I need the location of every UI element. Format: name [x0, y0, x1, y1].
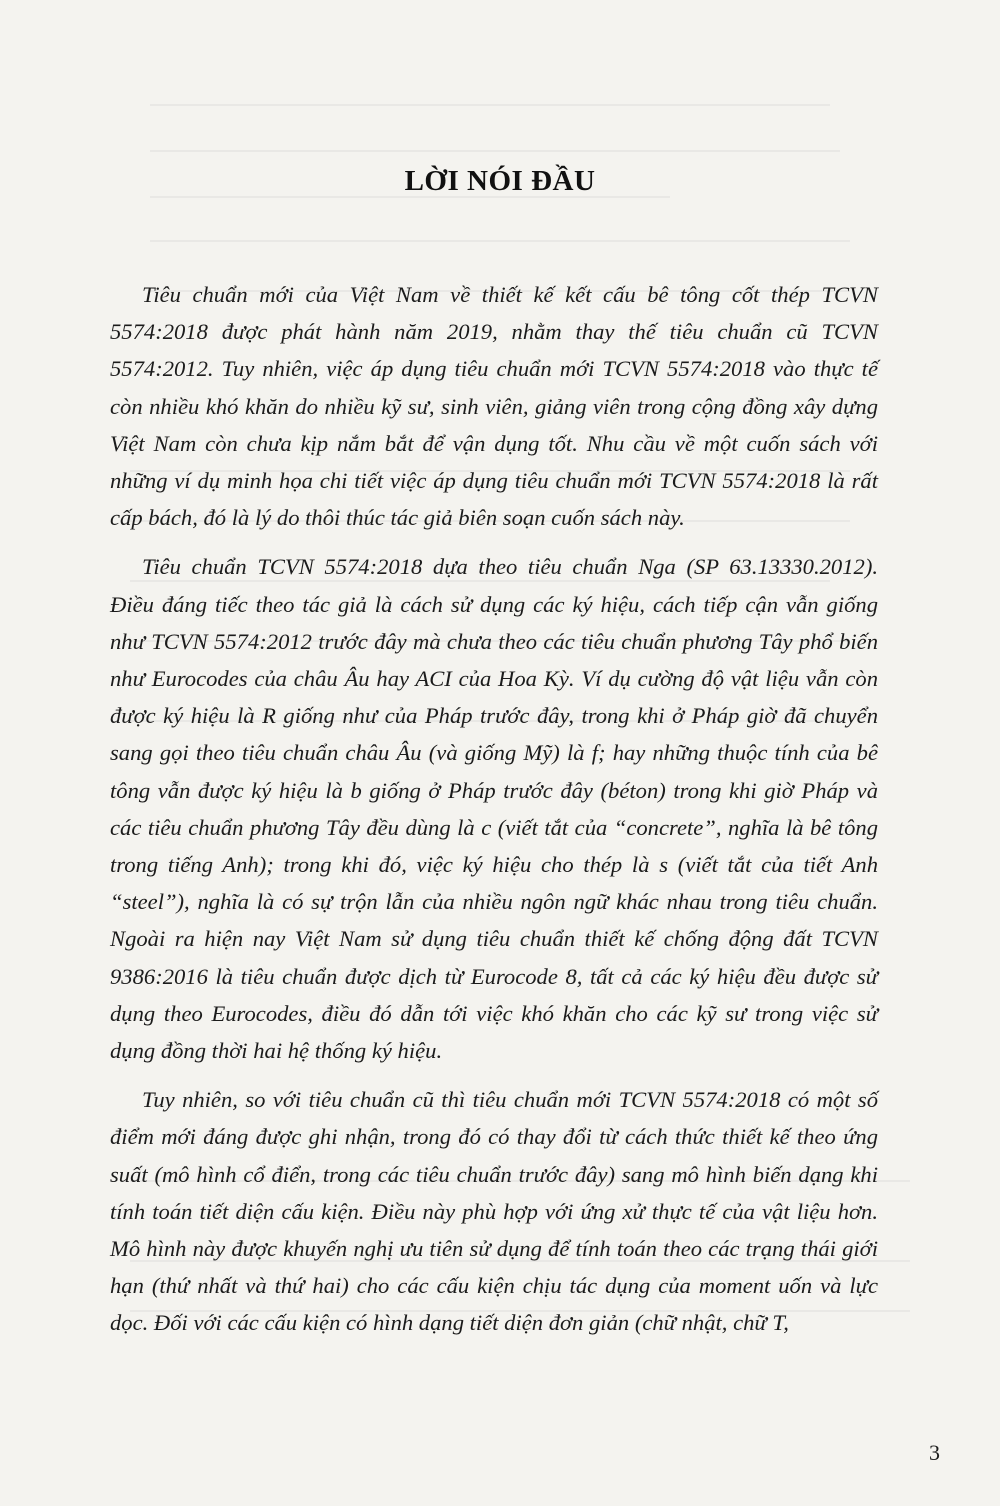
paragraph: Tiêu chuẩn mới của Việt Nam về thiết kế kết cấu bê tông cốt thép TCVN 5574:2018 được phát hành năm 2019, nhằm thay thế tiêu chuẩn cũ TCVN 5574:2012. Tuy nhiên, việc áp dụng tiêu chuẩn mới TCVN 5574:2018 vào thực tế còn nhiều khó khăn do nhiều kỹ sư, sinh viên, giảng viên trong cộng đồng xây dựng Việt Nam còn chưa kịp nắm bắt để vận dụng tốt. Nhu cầu về một cuốn sách với những ví dụ minh họa chi tiết việc áp dụng tiêu chuẩn mới TCVN 5574:2018 là rất cấp bách, đó là lý do thôi thúc tác giả biên soạn cuốn sách này. [110, 282, 878, 531]
body-text [110, 276, 878, 1354]
page-title: LỜI NÓI ĐẦU [404, 165, 596, 197]
paragraph: Tiêu chuẩn TCVN 5574:2018 dựa theo tiêu chuẩn Nga (SP 63.13330.2012). Điều đáng tiếc theo tác giả là cách sử dụng các ký hiệu, cách tiếp cận vẫn giống như TCVN 5574:2012 trước đây mà chưa theo các tiêu chuẩn phương Tây phổ biến như Eurocodes của châu Âu hay ACI của Hoa Kỳ. Ví dụ cường độ vật liệu vẫn còn được ký hiệu là R giống như của Pháp trước đây, trong khi ở Pháp giờ đã chuyển sang gọi theo tiêu chuẩn châu Âu (và giống Mỹ) là f; hay những thuộc tính của bê tông vẫn được ký hiệu là b giống ở Pháp trước đây (béton) trong khi giờ Pháp và các tiêu chuẩn phương Tây đều dùng là c (viết tắt của “concrete”, nghĩa là bê tông trong tiếng Anh); trong khi đó, việc ký hiệu cho thép là s (viết tắt của tiết Anh “steel”), nghĩa là có sự trộn lẫn của nhiều ngôn ngữ khác nhau trong tiêu chuẩn. Ngoài ra hiện nay Việt Nam sử dụng tiêu chuẩn thiết kế chống động đất TCVN 9386:2016 là tiêu chuẩn được dịch từ Eurocode 8, tất cả các ký hiệu đều được sử dụng theo Eurocodes, điều đó dẫn tới việc khó khăn cho các kỹ sư trong việc sử dụng đồng thời hai hệ thống ký hiệu. [110, 554, 878, 1064]
paragraph: Tuy nhiên, so với tiêu chuẩn cũ thì tiêu chuẩn mới TCVN 5574:2018 có một số điểm mới đáng được ghi nhận, trong đó có thay đổi từ cách thức thiết kế theo ứng suất (mô hình cổ điển, trong các tiêu chuẩn trước đây) sang mô hình biến dạng khi tính toán tiết diện cấu kiện. Điều này phù hợp với ứng xử thực tế của vật liệu hơn. Mô hình này được khuyến nghị ưu tiên sử dụng để tính toán theo các trạng thái giới hạn (thứ nhất và thứ hai) cho các cấu kiện chịu tác dụng của moment uốn và lực dọc. Đối với các cấu kiện có hình dạng tiết diện đơn giản (chữ nhật, chữ T, [110, 1087, 878, 1336]
page-number: 3 [929, 1440, 940, 1465]
